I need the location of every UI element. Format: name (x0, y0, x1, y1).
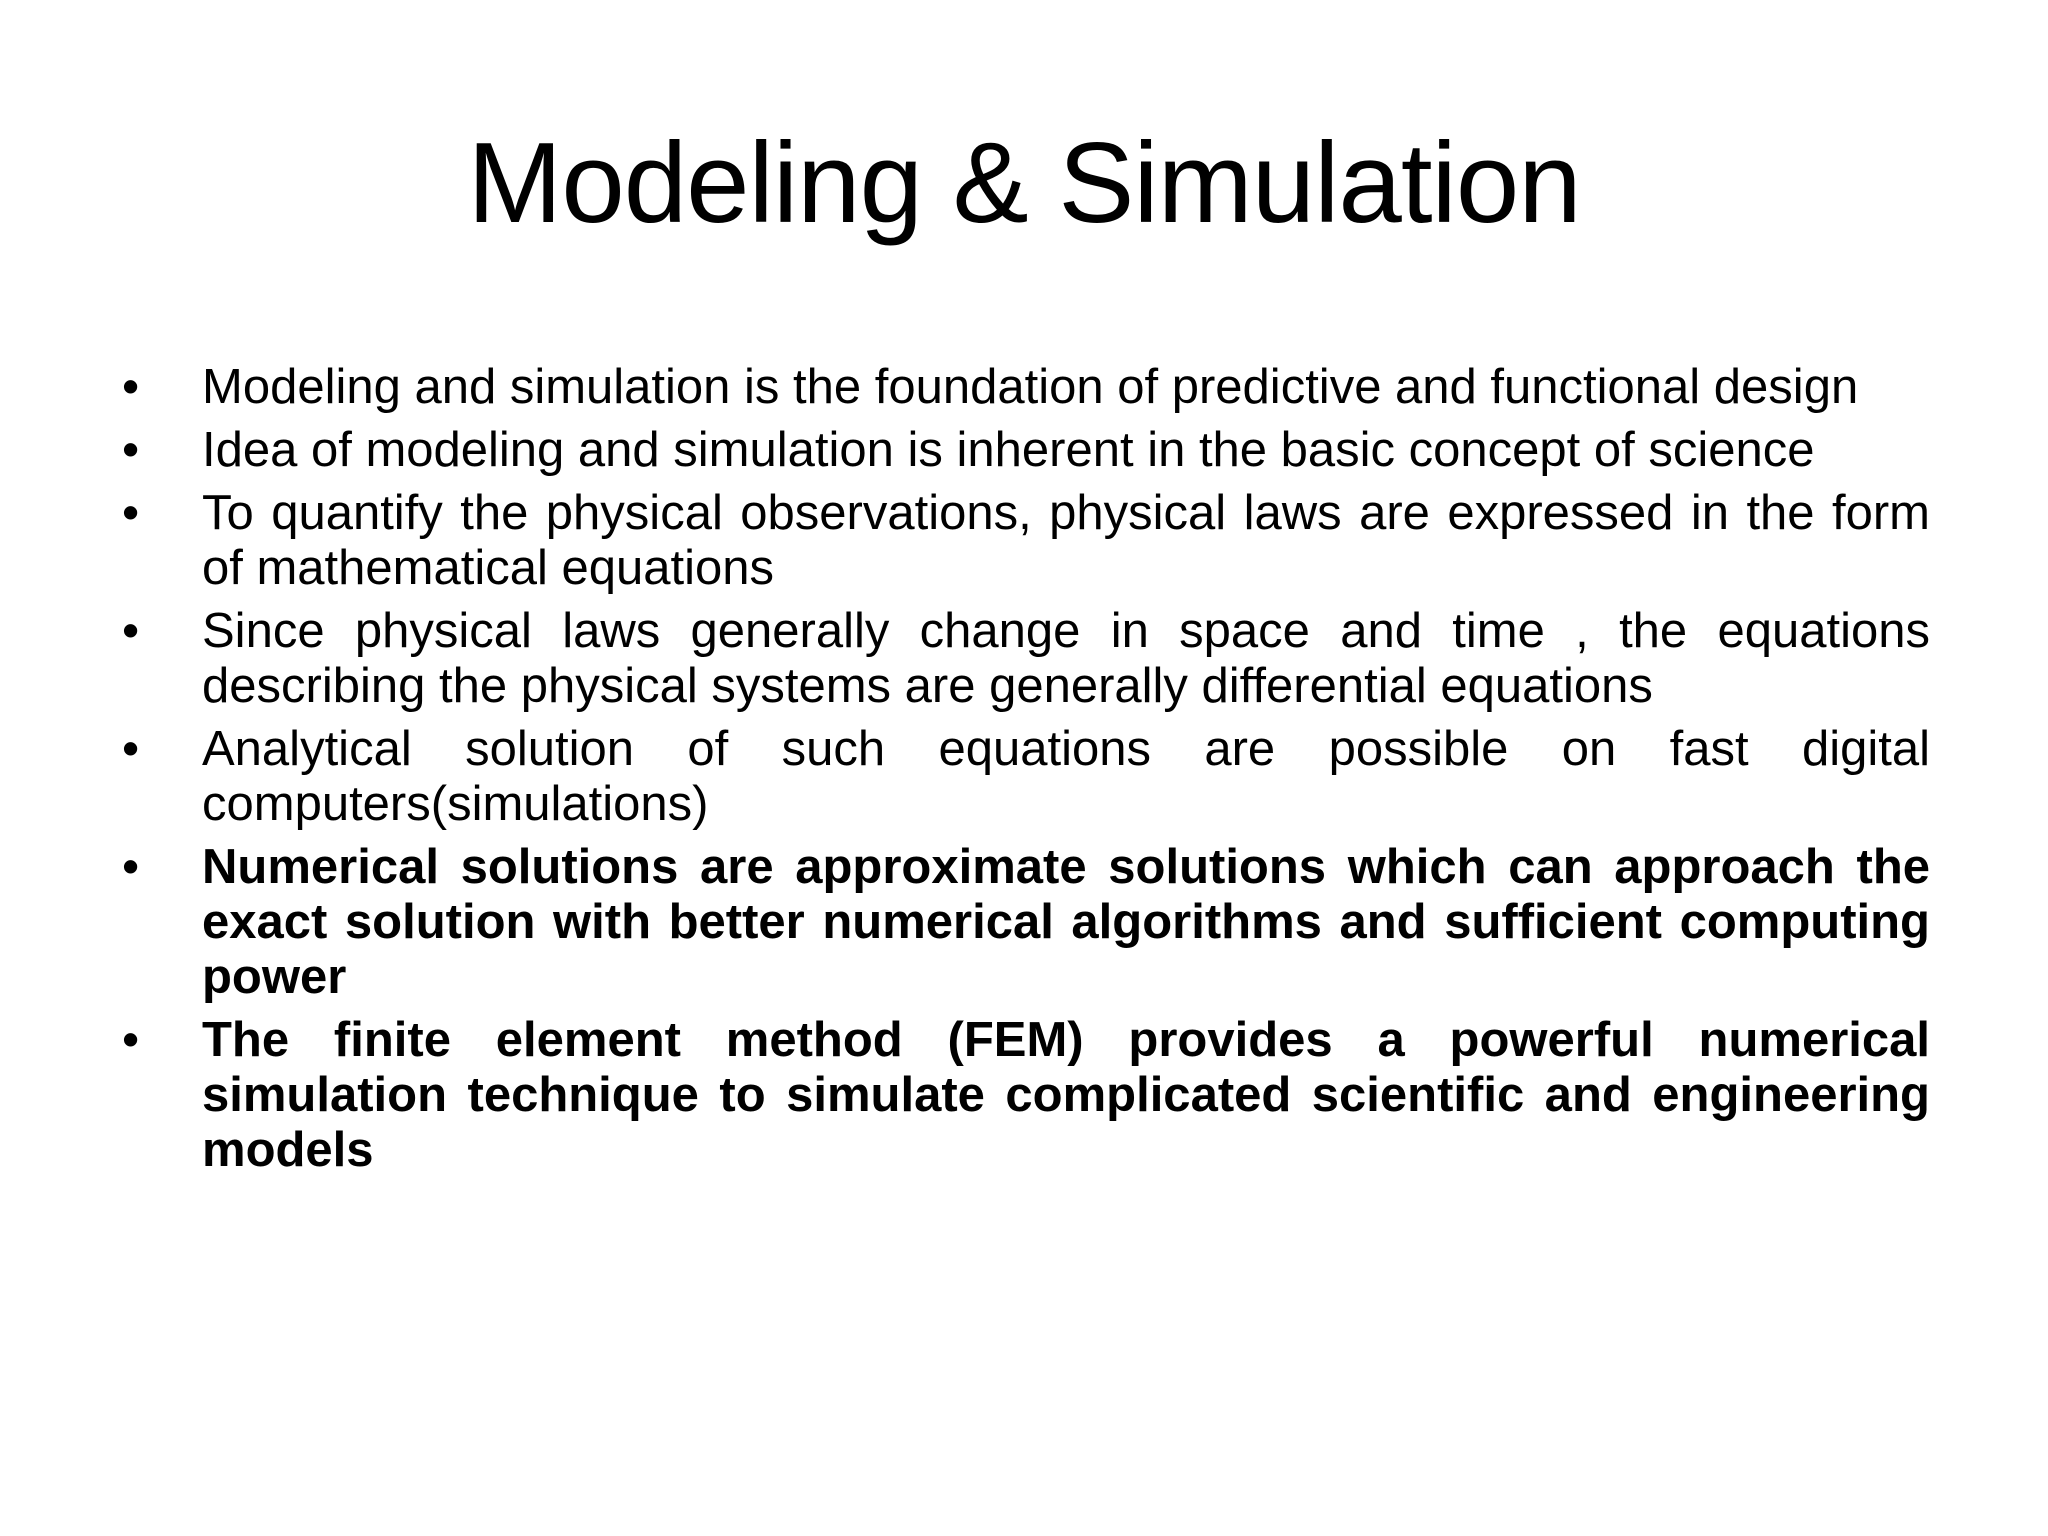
bullet-item (118, 1013, 1930, 1178)
bullet-marker: • (122, 840, 140, 894)
bullet-item (118, 360, 1930, 415)
bullet-text: Modeling and simulation is the foundation of predictive and functional design (202, 360, 1859, 414)
bullet-text: Numerical solutions are approximate solutions which can approach the exact solution with better numerical algorithms and sufficient computing power (202, 840, 1930, 1004)
bullet-text: To quantify the physical observations, physical laws are expressed in the form of mathematical equations (202, 486, 1930, 595)
bullet-marker: • (122, 722, 140, 776)
bullet-item (118, 722, 1930, 832)
bullet-marker: • (122, 423, 140, 477)
bullet-item (118, 840, 1930, 1005)
slide-title: Modeling & Simulation (467, 120, 1581, 247)
bullet-marker: • (122, 486, 140, 540)
bullet-text: The finite element method (FEM) provides a powerful numerical simulation technique to simulate complicated scientific and engineering models (202, 1013, 1930, 1177)
bullet-item (118, 486, 1930, 596)
bullet-text: Idea of modeling and simulation is inherent in the basic concept of science (202, 423, 1815, 477)
bullet-marker: • (122, 360, 140, 414)
bullet-item (118, 604, 1930, 714)
bullet-marker: • (122, 604, 140, 658)
bullet-marker: • (122, 1013, 140, 1067)
bullet-item (118, 423, 1930, 478)
bullet-text: Analytical solution of such equations are possible on fast digital computers(simulations) (202, 722, 1930, 831)
bullet-list (118, 360, 1930, 1186)
bullet-text: Since physical laws generally change in space and time , the equations describing the physical systems are generally differential equations (202, 604, 1930, 713)
